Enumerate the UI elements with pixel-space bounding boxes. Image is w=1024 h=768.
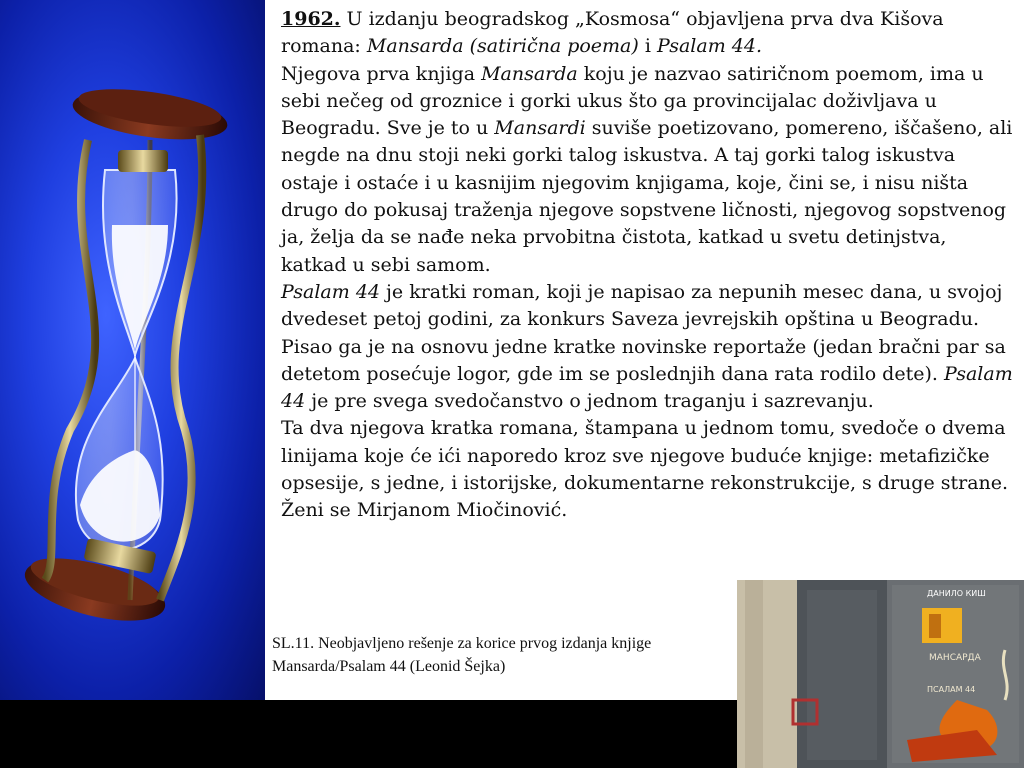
text-span: koju je nazvao satiričnom poemom, ima u sebi nečeg od groznice i gorki ukus što ga provincijalac doživljava u Beogradu. Sve je to u xyxy=(281,62,984,140)
hourglass-icon xyxy=(0,0,265,700)
book-title: Mansardi xyxy=(494,117,586,140)
paragraph-two-novels: Ta dva njegova kratka romana, štampana u jednom tomu, svedoče o dvema linijama koje će ići naporedo kroz sve njegove buduće knjige: metafizičke opsesije, s jedne, i istorijske, dokumentarne rekonstrukcije, s druge strane. xyxy=(281,417,1009,495)
cover-title: МАНСАРДА xyxy=(929,653,981,663)
main-text xyxy=(281,6,1017,525)
paragraph-mansarda xyxy=(281,61,1017,279)
text-span: je kratki roman, koji je napisao za nepunih mesec dana, u svojoj dvedeset petoj godini, za konkurs Saveza jevrejskih opština u Beogradu. Pisao ga je na osnovu jedne kratke novinske reportaže (jedan bračni par sa detetom posećuje logor, gde im se poslednjih dana rata rodilo dete). xyxy=(281,280,1006,385)
paragraph-marriage: Ženi se Mirjanom Miočinović. xyxy=(281,499,568,522)
text-span: suviše poetizovano, pomereno, iščašeno, ali negde na dnu stoji neki gorki talog iskustva. A taj gorki talog iskustva ostaje i ostaće i u kasnijim njegovim knjigama, koje, čini se, i nisu ništa drugo do pokusaj traženja njegove sopstvene ličnosti, njegovog sopstvenog ja, želja da se nađe neka prvobitna čistota, katkad u svetu detinjstva, katkad u sebi samom. xyxy=(281,117,1013,276)
book-cover-icon xyxy=(737,580,1024,768)
cover-subtitle: ПСАЛАМ 44 xyxy=(927,685,976,694)
year-heading: 1962. xyxy=(281,8,341,30)
book-title: Mansarda xyxy=(481,62,578,85)
text-span: je pre svega svedočanstvo o jednom traganju i sazrevanju. xyxy=(305,390,874,413)
paragraph-1962 xyxy=(281,6,1017,61)
text-span: i xyxy=(638,35,657,58)
hourglass-image xyxy=(0,0,265,700)
text-span: Njegova prva knjiga xyxy=(281,62,482,85)
book-title: Psalam 44 xyxy=(281,280,380,303)
book-title: Psalam 44. xyxy=(656,35,762,58)
book-cover-image xyxy=(737,580,1024,768)
book-title: Mansarda (satirična poema) xyxy=(366,35,639,58)
cover-author: ДАНИЛО КИШ xyxy=(927,589,986,598)
bottom-bar xyxy=(0,700,740,768)
paragraph-psalam xyxy=(281,279,1017,415)
figure-caption: SL.11. Neobjavljeno rešenje za korice prvog izdanja knjige Mansarda/Psalam 44 (Leonid Šejka) xyxy=(272,635,652,675)
book-title: Psalam 44 xyxy=(281,362,1013,413)
text-span: U izdanju beogradskog „Kosmosa“ objavljena prva dva Kišova romana: xyxy=(281,8,944,58)
